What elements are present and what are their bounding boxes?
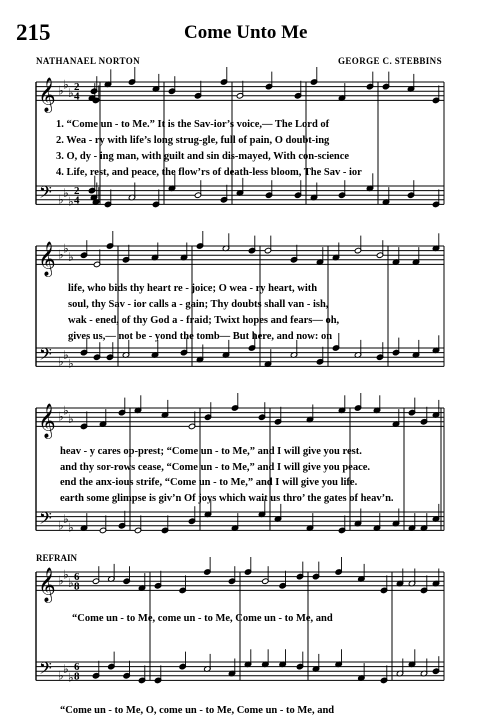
verse-line: heav - y cares op-prest; “Come un - to Me,” and I will give you rest. [60, 446, 362, 457]
time-signature: 2 [74, 81, 80, 94]
flat-sign: ♭ [68, 250, 74, 265]
verse-line: life, who bids thy heart re - joice; O wea - ry heart, with [68, 283, 318, 294]
time-signature: 4 [74, 90, 80, 103]
flat-sign: ♭ [58, 518, 64, 533]
flat-sign: ♭ [58, 668, 64, 683]
flat-sign: ♭ [68, 520, 74, 535]
verse-line: 1. “Come un - to Me.” It is the Sav-ior’s voice,— The Lord of [56, 119, 330, 130]
verse-line: 2. Wea - ry with life’s long strug-gle, full of pain, O doubt-ing [56, 135, 330, 146]
flat-sign: ♭ [63, 403, 69, 418]
bass-clef: 𝄢 [39, 343, 52, 368]
composer-credit: GEORGE C. STEBBINS [338, 56, 442, 66]
time-signature: 4 [74, 194, 80, 207]
flat-sign: ♭ [63, 661, 69, 676]
treble-clef: 𝄞 [38, 241, 56, 277]
flat-sign: ♭ [63, 241, 69, 256]
flat-sign: ♭ [63, 185, 69, 200]
verse-line: wak - ened, of thy God a - fraid; Twixt hopes and fears— oh, [68, 315, 340, 326]
bass-clef: 𝄢 [39, 181, 52, 206]
flat-sign: ♭ [68, 412, 74, 427]
hymn-number: 215 [16, 20, 51, 45]
flat-sign: ♭ [68, 670, 74, 685]
system-3-lyrics [60, 444, 460, 506]
refrain-lower-lyric: “Come un - to Me, O, come un - to Me, Come un - to Me, and [60, 705, 335, 716]
treble-clef: 𝄞 [38, 77, 56, 113]
system-2-lyrics [68, 281, 468, 345]
flat-sign: ♭ [58, 409, 64, 424]
system-1-lyrics [56, 117, 456, 181]
flat-sign: ♭ [68, 356, 74, 371]
flat-sign: ♭ [68, 576, 74, 591]
treble-clef: 𝄞 [38, 567, 56, 603]
flat-sign: ♭ [68, 194, 74, 209]
time-signature: 2 [74, 185, 80, 198]
flat-sign: ♭ [58, 354, 64, 369]
verse-line: 4. Life, rest, and peace, the flow’rs of death-less bloom, The Sav - ior [56, 167, 362, 178]
verse-line: earth some glimpse is giv’n Of joys which wait us thro’ the gates of heav’n. [60, 492, 394, 504]
flat-sign: ♭ [63, 347, 69, 362]
bass-clef: 𝄢 [39, 507, 52, 532]
author-credit: NATHANAEL NORTON [36, 56, 141, 66]
time-signature: 8 [74, 580, 80, 593]
refrain-label: REFRAIN [36, 553, 78, 563]
flat-sign: ♭ [68, 86, 74, 101]
verse-line: gives us,— not be - yond the tomb— But here, and now: on [68, 331, 333, 342]
flat-sign: ♭ [58, 573, 64, 588]
time-signature: 6 [74, 661, 80, 674]
verse-line: and thy sor-rows cease, “Come un - to Me,” and I will give you peace. [60, 461, 371, 473]
verse-line: 3. O, dy - ing man, with guilt and sin dis-mayed, With con-science [56, 151, 350, 162]
time-signature: 8 [74, 670, 80, 683]
refrain-upper-lyric: “Come un - to Me, come un - to Me, Come un - to Me, and [72, 613, 333, 624]
verse-line: soul, thy Sav - ior calls a - gain; Thy doubts shall van - ish, [68, 299, 329, 310]
time-signature: 6 [74, 571, 80, 584]
flat-sign: ♭ [58, 247, 64, 262]
flat-sign: ♭ [63, 77, 69, 92]
verse-line: end the anx-ious strife, “Come un - to Me,” and I will give you life. [60, 477, 358, 488]
flat-sign: ♭ [58, 192, 64, 207]
flat-sign: ♭ [58, 83, 64, 98]
flat-sign: ♭ [63, 511, 69, 526]
hymn-title: Come Unto Me [184, 22, 308, 43]
flat-sign: ♭ [63, 567, 69, 582]
treble-clef: 𝄞 [38, 403, 56, 439]
bass-clef: 𝄢 [39, 657, 52, 682]
